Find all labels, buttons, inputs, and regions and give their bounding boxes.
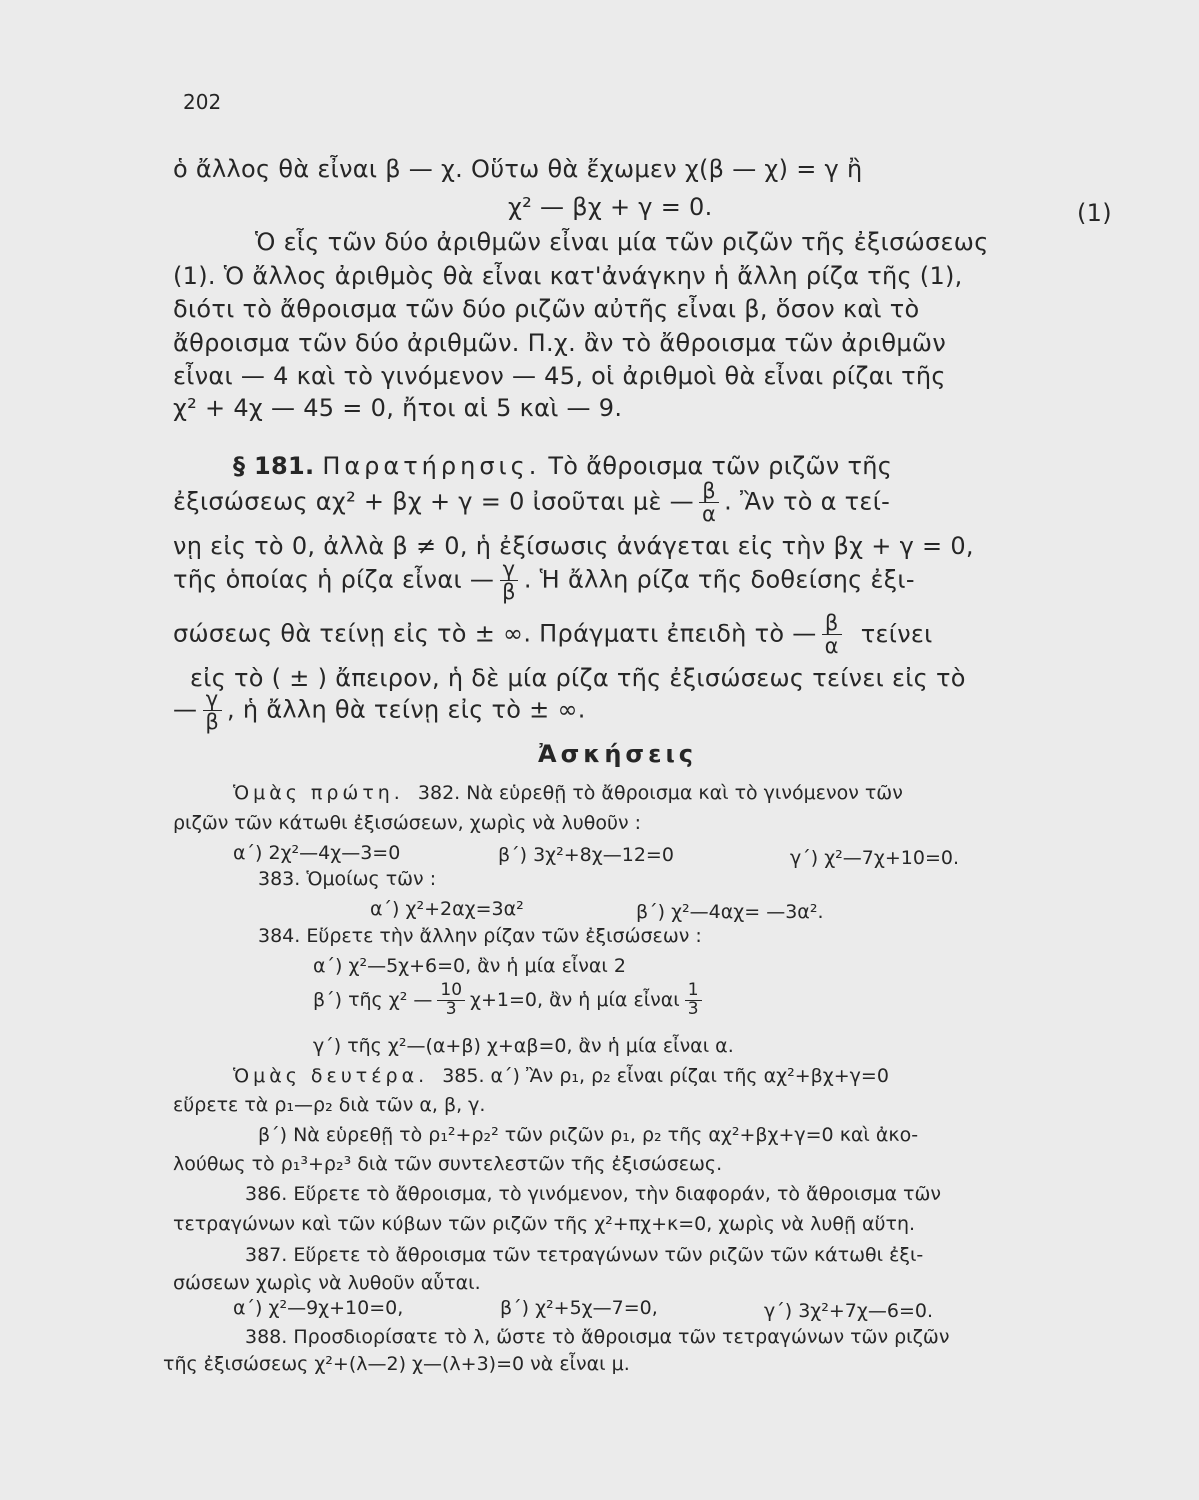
fraction-numerator: 1 — [685, 982, 702, 1001]
equation-item: α΄) χ²—5χ+6=0, ἂν ἡ μία εἶναι 2 — [313, 955, 626, 977]
text-line — [173, 558, 915, 603]
equation-line: χ² — βχ + γ = 0. — [508, 193, 713, 221]
section-text: Τὸ ἄθροισμα τῶν ριζῶν τῆς — [548, 452, 893, 480]
fraction-numerator: γ — [500, 558, 519, 581]
text-line — [233, 782, 903, 804]
text-line: εἶναι — 4 καὶ τὸ γινόμενον — 45, οἱ ἀριθμοὶ θὰ εἶναι ρίζαι τῆς — [173, 362, 946, 390]
equation-item: β΄) χ²+5χ—7=0, — [500, 1297, 658, 1319]
exercises-title: Ἀσκήσεις — [538, 740, 698, 768]
section-number: § 181. — [233, 452, 315, 480]
fraction-denominator: β — [502, 580, 516, 605]
text-line: λούθως τὸ ρ₁³+ρ₂³ διὰ τῶν συντελεστῶν τῆς ἐξισώσεως. — [173, 1153, 723, 1175]
text-line: (1). Ὁ ἄλλος ἀριθμὸς θὰ εἶναι κατ'ἀνάγκην ἡ ἄλλη ρίζα τῆς (1), — [173, 262, 963, 290]
text-line: 386. Εὕρετε τὸ ἄθροισμα, τὸ γινόμενον, τὴν διαφοράν, τὸ ἄθροισμα τῶν — [245, 1183, 941, 1205]
text-line: νῃ εἰς τὸ 0, ἀλλὰ β ≠ 0, ἡ ἐξίσωσις ἀνάγεται εἰς τὴν βχ + γ = 0, — [173, 532, 974, 560]
text-segment: , ἡ ἄλλη θὰ τείνῃ εἰς τὸ ± ∞. — [227, 695, 586, 724]
text-line: 388. Προσδιορίσατε τὸ λ, ὥστε τὸ ἄθροισμα τῶν τετραγώνων τῶν ριζῶν — [245, 1326, 950, 1348]
fraction — [437, 982, 465, 1019]
text-line: ὁ ἄλλος θὰ εἶναι β — χ. Οὕτω θὰ ἔχωμεν χ(β — χ) = γ ἢ — [173, 155, 863, 183]
equation-item: α΄) 2χ²—4χ—3=0 — [233, 842, 401, 864]
exercise-text: 385. α΄) Ἂν ρ₁, ρ₂ εἶναι ρίζαι τῆς αχ²+βχ+γ=0 — [442, 1065, 889, 1087]
text-segment: β΄) τῆς χ² — — [313, 988, 433, 1011]
text-segment: τῆς ὁποίας ἡ ρίζα εἶναι — — [173, 565, 495, 594]
text-line: εἰς τὸ ( ± ) ἄπειρον, ἡ δὲ μία ρίζα τῆς ἐξισώσεως τείνει εἰς τὸ — [190, 664, 966, 692]
fraction-numerator: β — [822, 612, 842, 635]
fraction — [822, 612, 842, 657]
text-line: εὕρετε τὰ ρ₁—ρ₂ διὰ τῶν α, β, γ. — [173, 1094, 486, 1116]
section-title: Παρατήρησις. — [322, 452, 541, 480]
equation-item: β΄) 3χ²+8χ—12=0 — [498, 844, 674, 866]
fraction-denominator: β — [205, 710, 220, 735]
text-line: 387. Εὕρετε τὸ ἄθροισμα τῶν τετραγώνων τῶν ριζῶν τῶν κάτωθι ἐξι- — [245, 1244, 924, 1266]
fraction-numerator: β — [699, 480, 719, 503]
exercise-text: 382. Νὰ εὑρεθῇ τὸ ἄθροισμα καὶ τὸ γινόμενον τῶν — [417, 782, 903, 804]
text-line: ἄθροισμα τῶν δύο ἀριθμῶν. Π.χ. ἂν τὸ ἄθροισμα τῶν ἀριθμῶν — [173, 329, 947, 357]
text-segment: . Ἡ ἄλλη ρίζα τῆς δοθείσης ἐξι- — [523, 565, 915, 594]
fraction-denominator: 3 — [687, 998, 699, 1019]
text-line: 384. Εὕρετε τὴν ἄλλην ρίζαν τῶν ἐξισώσεων : — [258, 925, 702, 947]
section-line — [233, 452, 892, 480]
text-segment: χ+1=0, ἂν ἡ μία εἶναι — [470, 988, 680, 1011]
text-line: τετραγώνων καὶ τῶν κύβων τῶν ριζῶν τῆς χ²+πχ+κ=0, χωρὶς νὰ λυθῇ αὕτη. — [173, 1213, 916, 1235]
group-label: Ὁμὰς πρώτη. — [233, 782, 404, 804]
equation-item: γ΄) 3χ²+7χ—6=0. — [764, 1300, 933, 1322]
text-line — [173, 688, 586, 733]
fraction-denominator: 3 — [445, 998, 457, 1019]
text-line — [173, 480, 890, 525]
text-line: τῆς ἐξισώσεως χ²+(λ—2) χ—(λ+3)=0 νὰ εἶναι μ. — [163, 1353, 630, 1375]
fraction — [499, 558, 519, 603]
group-label: Ὁμὰς δευτέρα. — [233, 1065, 429, 1087]
equation-number: (1) — [1077, 199, 1112, 227]
text-segment: — — [173, 695, 198, 724]
equation-item: γ΄) τῆς χ²—(α+β) χ+αβ=0, ἂν ἡ μία εἶναι α. — [313, 1035, 734, 1057]
text-line: β΄) Νὰ εὑρεθῇ τὸ ρ₁²+ρ₂² τῶν ριζῶν ρ₁, ρ₂ τῆς αχ²+βχ+γ=0 καὶ ἀκο- — [258, 1124, 919, 1146]
text-segment: ἐξισώσεως αχ² + βχ + γ = 0 ἰσοῦται μὲ — — [173, 487, 694, 516]
fraction-numerator: γ — [203, 688, 222, 711]
text-line: χ² + 4χ — 45 = 0, ἤτοι αἱ 5 καὶ — 9. — [173, 394, 623, 422]
text-line: ριζῶν τῶν κάτωθι ἐξισώσεων, χωρὶς νὰ λυθοῦν : — [173, 812, 641, 834]
text-segment: τείνει — [860, 619, 933, 648]
equation-item: β΄) χ²—4αχ= —3α². — [636, 901, 824, 923]
text-line: διότι τὸ ἄθροισμα τῶν δύο ριζῶν αὐτῆς εἶναι β, ὅσον καὶ τὸ — [173, 295, 920, 323]
text-line — [233, 1065, 889, 1087]
fraction — [685, 982, 702, 1019]
equation-item: γ΄) χ²—7χ+10=0. — [790, 847, 959, 869]
text-segment: . Ἂν τὸ α τεί- — [724, 487, 891, 516]
equation-item: α΄) χ²—9χ+10=0, — [233, 1297, 404, 1319]
text-line: Ὁ εἷς τῶν δύο ἀριθμῶν εἶναι μία τῶν ριζῶν τῆς ἐξισώσεως — [255, 228, 989, 256]
text-line — [173, 612, 933, 657]
fraction-denominator: α — [824, 634, 839, 659]
fraction — [699, 480, 719, 525]
fraction-numerator: 10 — [437, 982, 465, 1001]
page-number: 202 — [183, 90, 222, 114]
equation-item — [313, 982, 707, 1019]
text-segment: σώσεως θὰ τείνῃ εἰς τὸ ± ∞. Πράγματι ἐπειδὴ τὸ — — [173, 619, 817, 648]
text-line: 383. Ὁμοίως τῶν : — [258, 868, 437, 890]
text-line: σώσεων χωρὶς νὰ λυθοῦν αὗται. — [173, 1272, 481, 1294]
fraction — [202, 688, 222, 733]
equation-item: α΄) χ²+2αχ=3α² — [370, 898, 524, 920]
fraction-denominator: α — [701, 502, 717, 527]
